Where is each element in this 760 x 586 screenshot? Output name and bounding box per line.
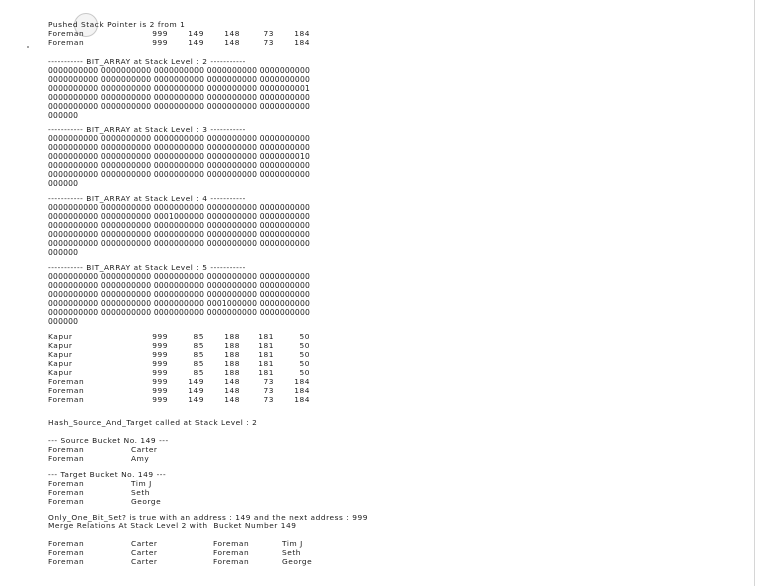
relation-row-value: 999 xyxy=(152,332,168,341)
push-stack-line: Pushed Stack Pointer is 2 from 1 xyxy=(48,20,186,29)
bit-array-line: 0000000000 0000000000 0000000000 0000000000 0000000001 xyxy=(48,84,311,93)
target-bucket-name: Foreman xyxy=(48,488,85,497)
merge-row-cell: Seth xyxy=(282,548,302,557)
relation-row-value: 85 xyxy=(193,350,204,359)
merge-row-cell: Foreman xyxy=(48,539,85,548)
target-bucket-name: Foreman xyxy=(48,479,85,488)
relation-row-value: 85 xyxy=(193,359,204,368)
merge-row-cell: Foreman xyxy=(48,548,85,557)
relation-row-value: 148 xyxy=(224,377,240,386)
target-bucket-value: Seth xyxy=(131,488,151,497)
relation-row-value: 188 xyxy=(224,368,240,377)
bit-array-line: 0000000000 0000000000 0000000000 0000000000 0000000000 xyxy=(48,143,311,152)
bit-array-header: ----------- BIT_ARRAY at Stack Level : 2 ----------- xyxy=(48,57,246,66)
bit-array-header: ----------- BIT_ARRAY at Stack Level : 5 ----------- xyxy=(48,263,246,272)
relation-row-value: 184 xyxy=(294,377,310,386)
relation-row-value: 999 xyxy=(152,350,168,359)
merge-row-cell: Tim J xyxy=(282,539,303,548)
relation-row-value: 73 xyxy=(263,386,274,395)
merge-row-cell: George xyxy=(282,557,313,566)
relation-row-name: Kapur xyxy=(48,332,73,341)
target-bucket-name: Foreman xyxy=(48,497,85,506)
relation-row-value: 999 xyxy=(152,341,168,350)
relation-row-value: 188 xyxy=(224,350,240,359)
merge-row-cell: Carter xyxy=(131,548,158,557)
bit-array-line: 0000000000 0000000000 0000000000 0000000000 0000000000 xyxy=(48,239,311,248)
top-row-value: 149 xyxy=(188,29,204,38)
merge-row-cell: Carter xyxy=(131,539,158,548)
target-bucket-header: --- Target Bucket No. 149 --- xyxy=(48,470,167,479)
relation-row-name: Kapur xyxy=(48,368,73,377)
merge-row-cell: Foreman xyxy=(213,557,250,566)
bit-array-header: ----------- BIT_ARRAY at Stack Level : 3 ----------- xyxy=(48,125,246,134)
bit-array-line: 0000000000 0000000000 0000000000 0000000000 0000000000 xyxy=(48,281,311,290)
bit-array-line: 0000000000 0000000000 0000000000 0000000000 0000000000 xyxy=(48,102,311,111)
top-row-name: Foreman xyxy=(48,29,85,38)
bit-array-line: 000000 xyxy=(48,179,79,188)
relation-row-value: 999 xyxy=(152,395,168,404)
merge-row-cell: Carter xyxy=(131,557,158,566)
relation-row-value: 149 xyxy=(188,395,204,404)
relation-row-value: 181 xyxy=(258,350,274,359)
top-row-value: 999 xyxy=(152,29,168,38)
relation-row-value: 85 xyxy=(193,332,204,341)
relation-row-value: 50 xyxy=(299,341,310,350)
top-row-value: 148 xyxy=(224,38,240,47)
bit-array-line: 000000 xyxy=(48,248,79,257)
top-row-value: 148 xyxy=(224,29,240,38)
source-bucket-name: Foreman xyxy=(48,454,85,463)
top-row-value: 999 xyxy=(152,38,168,47)
source-bucket-value: Amy xyxy=(131,454,150,463)
relation-row-value: 999 xyxy=(152,377,168,386)
relation-row-value: 999 xyxy=(152,359,168,368)
relation-row-name: Foreman xyxy=(48,377,85,386)
relation-row-value: 85 xyxy=(193,368,204,377)
bit-array-line: 0000000000 0000000000 0000000000 0000000000 0000000000 xyxy=(48,161,311,170)
relation-row-value: 999 xyxy=(152,386,168,395)
top-row-value: 184 xyxy=(294,29,310,38)
bit-array-line: 0000000000 0000000000 0000000000 0000000000 0000000000 xyxy=(48,170,311,179)
page-edge-line xyxy=(754,0,755,586)
top-row-value: 73 xyxy=(263,38,274,47)
source-bucket-value: Carter xyxy=(131,445,158,454)
hash-call-line: Hash_Source_And_Target called at Stack Level : 2 xyxy=(48,418,258,427)
bit-array-header: ----------- BIT_ARRAY at Stack Level : 4 ----------- xyxy=(48,194,246,203)
merge-row-cell: Foreman xyxy=(213,539,250,548)
merge-row-cell: Foreman xyxy=(48,557,85,566)
top-row-value: 149 xyxy=(188,38,204,47)
relation-row-value: 181 xyxy=(258,341,274,350)
relation-row-value: 999 xyxy=(152,368,168,377)
bit-array-line: 0000000000 0000000000 0000000000 0000000000 0000000000 xyxy=(48,134,311,143)
bit-array-line: 0000000000 0000000000 0000000000 0000000000 0000000000 xyxy=(48,272,311,281)
target-bucket-value: George xyxy=(131,497,162,506)
relation-row-value: 50 xyxy=(299,350,310,359)
relation-row-value: 50 xyxy=(299,368,310,377)
target-bucket-value: Tim J xyxy=(131,479,152,488)
bit-array-line: 0000000000 0000000000 0000000000 0001000000 0000000000 xyxy=(48,299,311,308)
bit-array-line: 0000000000 0000000000 0000000000 0000000000 0000000010 xyxy=(48,152,311,161)
bit-array-line: 0000000000 0000000000 0001000000 0000000000 0000000000 xyxy=(48,212,311,221)
merge-relations-line: Merge Relations At Stack Level 2 with Bucket Number 149 xyxy=(48,521,297,530)
relation-row-value: 148 xyxy=(224,386,240,395)
relation-row-value: 73 xyxy=(263,395,274,404)
relation-row-value: 188 xyxy=(224,359,240,368)
relation-row-value: 181 xyxy=(258,332,274,341)
only-one-bit-line: Only_One_Bit_Set? is true with an address : 149 and the next address : 999 xyxy=(48,513,369,522)
relation-row-name: Foreman xyxy=(48,386,85,395)
bit-array-line: 0000000000 0000000000 0000000000 0000000000 0000000000 xyxy=(48,75,311,84)
stray-mark xyxy=(27,46,29,48)
relation-row-value: 188 xyxy=(224,332,240,341)
relation-row-value: 184 xyxy=(294,386,310,395)
relation-row-value: 148 xyxy=(224,395,240,404)
top-row-value: 184 xyxy=(294,38,310,47)
relation-row-value: 85 xyxy=(193,341,204,350)
bit-array-line: 0000000000 0000000000 0000000000 0000000000 0000000000 xyxy=(48,93,311,102)
relation-row-value: 181 xyxy=(258,368,274,377)
merge-row-cell: Foreman xyxy=(213,548,250,557)
relation-row-value: 149 xyxy=(188,377,204,386)
relation-row-name: Kapur xyxy=(48,350,73,359)
source-bucket-name: Foreman xyxy=(48,445,85,454)
bit-array-line: 0000000000 0000000000 0000000000 0000000000 0000000000 xyxy=(48,66,311,75)
top-row-value: 73 xyxy=(263,29,274,38)
relation-row-value: 50 xyxy=(299,359,310,368)
relation-row-value: 188 xyxy=(224,341,240,350)
bit-array-line: 000000 xyxy=(48,111,79,120)
bit-array-line: 0000000000 0000000000 0000000000 0000000000 0000000000 xyxy=(48,230,311,239)
relation-row-value: 50 xyxy=(299,332,310,341)
bit-array-line: 000000 xyxy=(48,317,79,326)
relation-row-value: 181 xyxy=(258,359,274,368)
relation-row-name: Foreman xyxy=(48,395,85,404)
relation-row-value: 149 xyxy=(188,386,204,395)
bit-array-line: 0000000000 0000000000 0000000000 0000000000 0000000000 xyxy=(48,203,311,212)
relation-row-name: Kapur xyxy=(48,359,73,368)
bit-array-line: 0000000000 0000000000 0000000000 0000000000 0000000000 xyxy=(48,290,311,299)
relation-row-value: 73 xyxy=(263,377,274,386)
top-row-name: Foreman xyxy=(48,38,85,47)
bit-array-line: 0000000000 0000000000 0000000000 0000000000 0000000000 xyxy=(48,308,311,317)
source-bucket-header: --- Source Bucket No. 149 --- xyxy=(48,436,169,445)
relation-row-value: 184 xyxy=(294,395,310,404)
bit-array-line: 0000000000 0000000000 0000000000 0000000000 0000000000 xyxy=(48,221,311,230)
relation-row-name: Kapur xyxy=(48,341,73,350)
